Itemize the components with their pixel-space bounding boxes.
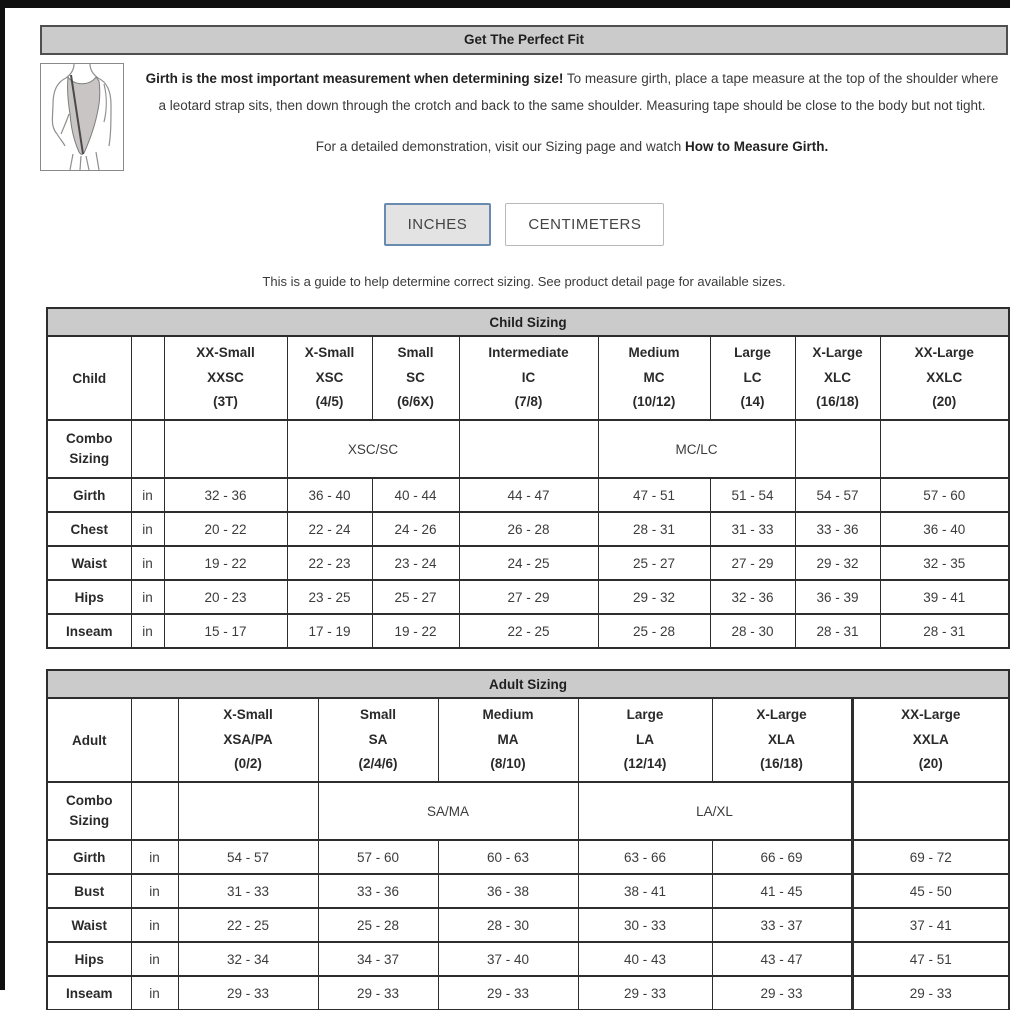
empty-cell	[131, 782, 178, 840]
value-cell: 28 - 31	[880, 614, 1009, 648]
value-cell: 28 - 30	[438, 908, 578, 942]
demo-line	[136, 139, 1008, 154]
value-cell: 57 - 60	[880, 478, 1009, 512]
child-combo-mc-lc: MC/LC	[598, 420, 795, 478]
value-cell: 29 - 33	[852, 976, 1009, 1010]
unit-cell: in	[131, 942, 178, 976]
empty-cell	[178, 782, 318, 840]
value-cell: 37 - 41	[852, 908, 1009, 942]
adult-row-header: Adult	[47, 698, 131, 782]
child-combo-xsc-sc: XSC/SC	[287, 420, 459, 478]
screenshot-top-border	[0, 0, 1010, 8]
value-cell: 27 - 29	[710, 546, 795, 580]
size-code: XXLA	[912, 731, 949, 747]
value-cell: 23 - 24	[372, 546, 459, 580]
value-cell: 44 - 47	[459, 478, 598, 512]
size-code: IC	[521, 369, 536, 385]
adult-combo-la-xl: LA/XL	[578, 782, 852, 840]
unit-cell: in	[131, 976, 178, 1010]
adult-column-header-row	[47, 698, 1009, 782]
girth-instructions-bold: Girth is the most important measurement when determining size!	[145, 71, 564, 86]
value-cell: 45 - 50	[852, 874, 1009, 908]
value-cell: 43 - 47	[712, 942, 852, 976]
adult-col-x-large	[712, 698, 852, 782]
value-cell: 40 - 43	[578, 942, 712, 976]
value-cell: 28 - 31	[795, 614, 880, 648]
value-cell: 25 - 28	[318, 908, 438, 942]
child-col-large	[710, 336, 795, 420]
inches-button[interactable]: INCHES	[384, 203, 492, 246]
value-cell: 25 - 27	[372, 580, 459, 614]
adult-hips-row	[47, 942, 1009, 976]
value-cell: 32 - 36	[710, 580, 795, 614]
value-cell: 69 - 72	[852, 840, 1009, 874]
value-cell: 29 - 33	[578, 976, 712, 1010]
size-range: (16/18)	[816, 394, 859, 410]
size-code: XSA/PA	[223, 731, 273, 747]
size-name: Large	[626, 706, 664, 722]
empty-cell	[880, 420, 1009, 478]
unit-cell: in	[131, 614, 164, 648]
value-cell: 24 - 26	[372, 512, 459, 546]
size-range: (8/10)	[490, 756, 526, 772]
value-cell: 47 - 51	[598, 478, 710, 512]
value-cell: 26 - 28	[459, 512, 598, 546]
value-cell: 36 - 40	[287, 478, 372, 512]
adult-col-medium	[438, 698, 578, 782]
value-cell: 37 - 40	[438, 942, 578, 976]
child-col-small	[372, 336, 459, 420]
empty-cell	[131, 420, 164, 478]
value-cell: 29 - 32	[795, 546, 880, 580]
adult-inseam-row	[47, 976, 1009, 1010]
size-name: X-Large	[812, 344, 863, 360]
girth-instructions-rest: To measure girth, place a tape measure at the top of the shoulder where a leotard strap sits, then down through the crotch and back to the same shoulder. Measuring tape should be close to the body but not tight.	[158, 71, 999, 113]
value-cell: 24 - 25	[459, 546, 598, 580]
size-code: SC	[406, 369, 425, 385]
size-range: (3T)	[213, 394, 238, 410]
size-code: MC	[643, 369, 665, 385]
leotard-girth-illustration	[41, 64, 123, 170]
size-range: (4/5)	[315, 394, 344, 410]
value-cell: 23 - 25	[287, 580, 372, 614]
girth-instructions	[142, 65, 1002, 119]
size-code: SA	[368, 731, 388, 747]
adult-combo-label: Combo Sizing	[47, 782, 131, 840]
size-range: (16/18)	[760, 756, 803, 772]
value-cell: 17 - 19	[287, 614, 372, 648]
child-hips-row	[47, 580, 1009, 614]
child-column-header-row	[47, 336, 1009, 420]
leotard-girth-figure	[40, 63, 124, 171]
child-inseam-row	[47, 614, 1009, 648]
value-cell: 36 - 38	[438, 874, 578, 908]
size-name: X-Small	[223, 706, 273, 722]
size-name: Large	[734, 344, 771, 360]
child-sizing-table	[46, 307, 1010, 649]
row-label: Girth	[47, 840, 131, 874]
child-col-xx-small	[164, 336, 287, 420]
child-col-x-small	[287, 336, 372, 420]
adult-col-large	[578, 698, 712, 782]
size-range: (20)	[918, 756, 943, 772]
size-name: Intermediate	[488, 344, 569, 360]
value-cell: 40 - 44	[372, 478, 459, 512]
value-cell: 22 - 25	[459, 614, 598, 648]
value-cell: 33 - 36	[795, 512, 880, 546]
size-range: (7/8)	[514, 394, 543, 410]
adult-bust-row	[47, 874, 1009, 908]
value-cell: 54 - 57	[795, 478, 880, 512]
child-combo-label: Combo Sizing	[47, 420, 131, 478]
value-cell: 38 - 41	[578, 874, 712, 908]
size-range: (10/12)	[632, 394, 676, 410]
value-cell: 39 - 41	[880, 580, 1009, 614]
value-cell: 32 - 36	[164, 478, 287, 512]
value-cell: 31 - 33	[710, 512, 795, 546]
value-cell: 31 - 33	[178, 874, 318, 908]
value-cell: 36 - 40	[880, 512, 1009, 546]
value-cell: 19 - 22	[372, 614, 459, 648]
size-range: (12/14)	[623, 756, 667, 772]
child-table-title: Child Sizing	[47, 308, 1009, 336]
child-col-medium	[598, 336, 710, 420]
size-code: XLA	[768, 731, 795, 747]
adult-unit-column-header	[131, 698, 178, 782]
row-label: Waist	[47, 908, 131, 942]
size-code: XSC	[315, 369, 344, 385]
value-cell: 29 - 33	[178, 976, 318, 1010]
child-combo-row	[47, 420, 1009, 478]
value-cell: 60 - 63	[438, 840, 578, 874]
child-col-xx-large	[880, 336, 1009, 420]
empty-cell	[164, 420, 287, 478]
size-range: (14)	[740, 394, 765, 410]
child-waist-row	[47, 546, 1009, 580]
size-name: Medium	[628, 344, 680, 360]
value-cell: 20 - 23	[164, 580, 287, 614]
value-cell: 22 - 24	[287, 512, 372, 546]
centimeters-button[interactable]: CENTIMETERS	[505, 203, 664, 246]
value-cell: 36 - 39	[795, 580, 880, 614]
value-cell: 27 - 29	[459, 580, 598, 614]
value-cell: 33 - 36	[318, 874, 438, 908]
intro-section	[40, 63, 1008, 171]
demo-line-bold: How to Measure Girth.	[684, 139, 829, 154]
value-cell: 33 - 37	[712, 908, 852, 942]
size-code: MA	[497, 731, 519, 747]
value-cell: 29 - 32	[598, 580, 710, 614]
size-code: LC	[743, 369, 762, 385]
value-cell: 51 - 54	[710, 478, 795, 512]
unit-cell: in	[131, 874, 178, 908]
row-label: Chest	[47, 512, 131, 546]
child-col-intermediate	[459, 336, 598, 420]
size-code: XXLC	[926, 369, 963, 385]
adult-col-xx-large	[852, 698, 1009, 782]
value-cell: 66 - 69	[712, 840, 852, 874]
size-name: XX-Small	[196, 344, 255, 360]
intro-text-column	[136, 63, 1008, 171]
child-table-title-row	[47, 308, 1009, 336]
unit-cell: in	[131, 908, 178, 942]
adult-sizing-table	[46, 669, 1010, 1010]
value-cell: 15 - 17	[164, 614, 287, 648]
adult-col-x-small	[178, 698, 318, 782]
value-cell: 28 - 30	[710, 614, 795, 648]
row-label: Inseam	[47, 976, 131, 1010]
adult-table-title: Adult Sizing	[47, 670, 1009, 698]
child-chest-row	[47, 512, 1009, 546]
value-cell: 54 - 57	[178, 840, 318, 874]
row-label: Inseam	[47, 614, 131, 648]
size-code: LA	[636, 731, 654, 747]
size-range: (6/6X)	[397, 394, 434, 410]
size-name: X-Small	[304, 344, 355, 360]
value-cell: 29 - 33	[712, 976, 852, 1010]
value-cell: 30 - 33	[578, 908, 712, 942]
screenshot-left-border	[0, 0, 5, 990]
empty-cell	[795, 420, 880, 478]
empty-cell	[852, 782, 1009, 840]
unit-cell: in	[131, 546, 164, 580]
value-cell: 28 - 31	[598, 512, 710, 546]
size-code: XLC	[824, 369, 851, 385]
row-label: Hips	[47, 942, 131, 976]
value-cell: 47 - 51	[852, 942, 1009, 976]
demo-line-text: For a detailed demonstration, visit our Sizing page and watch	[315, 139, 685, 154]
unit-toggle	[40, 203, 1008, 246]
value-cell: 29 - 33	[438, 976, 578, 1010]
value-cell: 32 - 35	[880, 546, 1009, 580]
row-label: Waist	[47, 546, 131, 580]
value-cell: 19 - 22	[164, 546, 287, 580]
value-cell: 32 - 34	[178, 942, 318, 976]
adult-table-title-row	[47, 670, 1009, 698]
value-cell: 20 - 22	[164, 512, 287, 546]
child-col-x-large	[795, 336, 880, 420]
value-cell: 22 - 23	[287, 546, 372, 580]
size-name: Small	[359, 706, 397, 722]
sizing-guide-note: This is a guide to help determine correct sizing. See product detail page for available sizes.	[262, 274, 786, 289]
page-title: Get The Perfect Fit	[40, 25, 1008, 55]
adult-col-small	[318, 698, 438, 782]
size-name: XX-Large	[914, 344, 974, 360]
row-label: Hips	[47, 580, 131, 614]
value-cell: 63 - 66	[578, 840, 712, 874]
empty-cell	[459, 420, 598, 478]
child-row-header: Child	[47, 336, 131, 420]
adult-combo-sa-ma: SA/MA	[318, 782, 578, 840]
adult-girth-row	[47, 840, 1009, 874]
size-name: Small	[397, 344, 434, 360]
adult-waist-row	[47, 908, 1009, 942]
value-cell: 34 - 37	[318, 942, 438, 976]
value-cell: 25 - 28	[598, 614, 710, 648]
size-range: (0/2)	[234, 756, 262, 772]
size-code: XXSC	[207, 369, 244, 385]
child-girth-row	[47, 478, 1009, 512]
value-cell: 41 - 45	[712, 874, 852, 908]
unit-cell: in	[131, 580, 164, 614]
size-name: XX-Large	[901, 706, 961, 722]
value-cell: 29 - 33	[318, 976, 438, 1010]
sizing-guide-page	[40, 25, 1008, 1010]
value-cell: 22 - 25	[178, 908, 318, 942]
unit-cell: in	[131, 478, 164, 512]
child-unit-column-header	[131, 336, 164, 420]
row-label: Bust	[47, 874, 131, 908]
size-range: (20)	[932, 394, 957, 410]
value-cell: 25 - 27	[598, 546, 710, 580]
size-name: X-Large	[756, 706, 807, 722]
value-cell: 57 - 60	[318, 840, 438, 874]
size-name: Medium	[482, 706, 534, 722]
row-label: Girth	[47, 478, 131, 512]
unit-cell: in	[131, 840, 178, 874]
size-range: (2/4/6)	[358, 756, 398, 772]
adult-combo-row	[47, 782, 1009, 840]
unit-cell: in	[131, 512, 164, 546]
